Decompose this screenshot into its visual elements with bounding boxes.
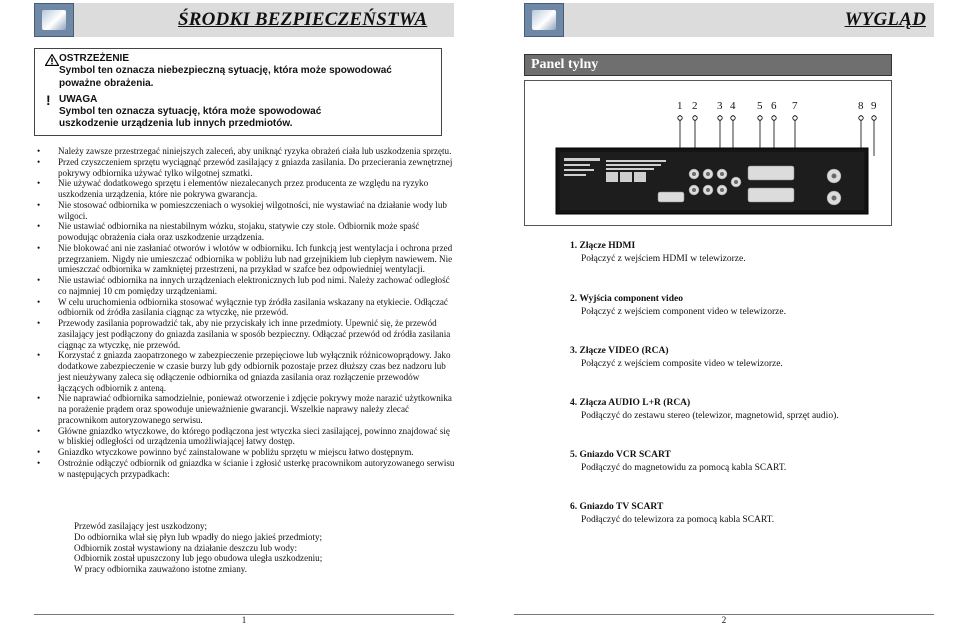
- spec-item-component: 2. Wyjścia component video Połączyć z wejściem component video w telewizorze.: [570, 294, 786, 317]
- spec-item-vcr-scart: 5. Gniazdo VCR SCART Podłączyć do magnetowidu za pomocą kabla SCART.: [570, 450, 787, 473]
- section-heading: Panel tylny: [531, 57, 599, 72]
- page-left: [0, 0, 480, 628]
- connector-number: 3: [717, 100, 723, 112]
- page-right: [480, 0, 960, 628]
- logo-icon: [34, 3, 74, 37]
- page-number: 2: [721, 615, 727, 625]
- spec-item-audio: 4. Złącza AUDIO L+R (RCA) Podłączyć do zestawu stereo (telewizor, magnetowid, sprzęt audio).: [570, 398, 839, 421]
- list-item: • Korzystać z gniazda zaopatrzonego w zabezpieczenie przepięciowe lub wyłącznik różnicowoprądowy. Jako dodatkowe zabezpieczenie w czasie burzy lub gdy odbiornik pozostaje przez dłuższy czas bez nadzoru lub jest nieużywany zaleca się odłączenie odbiornika od gniazda zasilania oraz rozłączenie przewodów łączących odbiornik z anteną.: [36, 350, 456, 393]
- header-bar-left: [34, 3, 454, 37]
- connector-number: 6: [771, 100, 777, 112]
- list-item: Do odbiornika wlał się płyn lub wpadły do niego jakieś przedmioty;: [74, 531, 323, 542]
- page-footer-left: [34, 614, 454, 629]
- list-item: • Nie stosować odbiornika w pomieszczeniach o wysokiej wilgotności, nie wystawiać na działanie wody lub wilgoci.: [36, 200, 456, 222]
- connector-number: 2: [692, 100, 698, 112]
- caution-text-1: Symbol ten oznacza sytuację, która może spowodować: [59, 106, 322, 118]
- connector-number: 7: [792, 100, 798, 112]
- list-item: • W celu uruchomienia odbiornika stosować wyłącznie typ źródła zasilania wskazany na etykiecie. Odłączać odbiornik od źródła zasilania ciągnąc za wtyczkę, nie przewód.: [36, 297, 456, 319]
- page-title-safety: ŚRODKI BEZPIECZEŃSTWA: [178, 9, 428, 30]
- warning-triangle-icon: [45, 54, 59, 66]
- list-item: • Nie blokować ani nie zasłaniać otworów i wlotów w odbiorniku. Ich funkcją jest wentylacja i ochrona przed przegrzaniem. Nigdy nie umieszczać odbiornika w pobliżu lub nad grzejnikiem lub ciepłym nawiewem. Nie umieszczać odbiornika w zamkniętej przestrzeni, na przykład w szafce bez odpowiedniej wentylacji.: [36, 243, 456, 275]
- exclamation-icon: !: [46, 92, 51, 108]
- list-item: • Należy zawsze przestrzegać niniejszych zaleceń, aby uniknąć ryzyka obrażeń ciała lub uszkodzenia sprzętu.: [36, 146, 456, 157]
- list-item: • Główne gniazdko wtyczkowe, do którego podłączona jest wtyczka sieci zasilającej, powinno znajdować się w bliskiej odległości od urządzenia umożliwiającej łatwy dostęp.: [36, 426, 456, 448]
- list-item: Przewód zasilający jest uszkodzony;: [74, 521, 208, 531]
- page-title-appearance: WYGLĄD: [844, 9, 926, 30]
- warning-box: [34, 48, 442, 136]
- page-footer-right: [514, 614, 934, 629]
- connector-number: 5: [757, 100, 763, 112]
- connector-number: 4: [730, 100, 736, 112]
- list-item: • Nie ustawiać odbiornika na innych urządzeniach elektronicznych lub pod nimi. Należy zachować odległość co najmniej 10 cm pomiędzy urządzeniami.: [36, 275, 456, 297]
- list-item: • Nie ustawiać odbiornika na niestabilnym wózku, stojaku, statywie czy stole. Odbiornik może spaść powodując obrażenia ciała oraz uszkodzenie urządzenia.: [36, 221, 456, 243]
- list-item: • Ostrożnie odłączyć odbiornik od gniazdka w ścianie i zgłosić usterkę pracownikom autoryzowanego serwisu w następujących przypadkach:: [36, 458, 456, 480]
- list-item: • Gniazdko wtyczkowe powinno być zainstalowane w pobliżu sprzętu w miejscu łatwo dostępnym.: [36, 447, 456, 458]
- list-item: Odbiornik został upuszczony lub jego obudowa uległa uszkodzeniu;: [74, 553, 323, 564]
- warning-text-1: Symbol ten oznacza niebezpieczną sytuację, która może spowodować: [59, 65, 392, 77]
- safety-bullet-list: [36, 146, 456, 479]
- service-cases-list: [36, 521, 322, 575]
- connector-number: 8: [858, 100, 864, 112]
- list-item: • Przewody zasilania poprowadzić tak, aby nie przyciskały ich inne przedmioty. Upewnić się, że przewód zasilający jest podłączony do gniazda zasilania w sposób bezpieczny. Odłączać przewód od źródła zasilania ciągnąc za wtyczkę, nie przewód.: [36, 318, 456, 350]
- warning-label: OSTRZEŻENIE: [59, 53, 130, 64]
- list-item: • Przed czyszczeniem sprzętu wyciągnąć przewód zasilający z gniazda zasilania. Do przecierania zewnętrznej pokrywy odbiornika używać tylko wilgotnej szmatki.: [36, 157, 456, 179]
- list-item: • Nie naprawiać odbiornika samodzielnie, ponieważ otworzenie i zdjęcie pokrywy może narazić użytkownika na porażenie prądem oraz spowoduje unieważnienie gwarancji. Wszelkie naprawy należy zlecać pracownikom autoryzowanego serwisu.: [36, 393, 456, 425]
- list-item: • Nie używać dodatkowego sprzętu i elementów niezalecanych przez producenta ze względu na ryzyko uszkodzenia urządzenia, które nie pokrywa gwarancja.: [36, 178, 456, 200]
- caution-label: UWAGA: [59, 93, 98, 105]
- connector-number: 9: [871, 100, 877, 112]
- connector-number: 1: [677, 100, 683, 112]
- caution-text-2: uszkodzenie urządzenia lub innych przedmiotów.: [59, 118, 293, 130]
- list-item: W pracy odbiornika zauważono istotne zmiany.: [74, 564, 247, 574]
- warning-text-2: poważne obrażenia.: [59, 77, 154, 89]
- spec-item-tv-scart: 6. Gniazdo TV SCART Podłączyć do telewizora za pomocą kabla SCART.: [570, 502, 775, 525]
- list-item: Odbiornik został wystawiony na działanie deszczu lub wody:: [74, 542, 297, 553]
- spec-item-video: 3. Złącze VIDEO (RCA) Połączyć z wejściem composite video w telewizorze.: [570, 346, 783, 369]
- page-number: 1: [241, 615, 247, 625]
- spec-item-hdmi: 1. Złącze HDMI Połączyć z wejściem HDMI w telewizorze.: [570, 241, 746, 264]
